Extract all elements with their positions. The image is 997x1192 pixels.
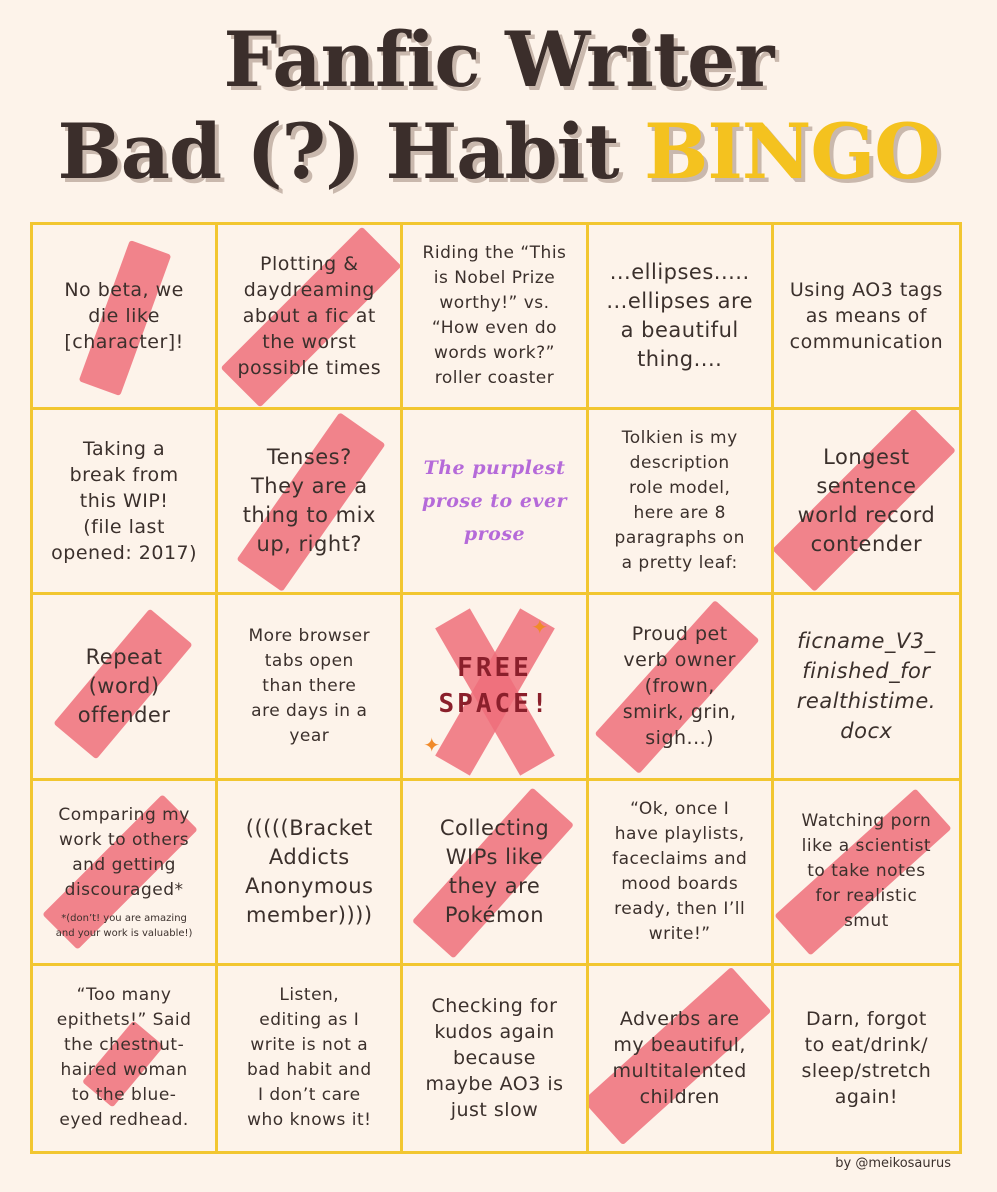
cell-text: “Ok, once I have playlists, faceclaims and mood boards ready, then I’ll write!” [612,798,748,944]
bingo-cell-1-5[interactable] [774,225,959,410]
cell-text: More browser tabs open than there are days in a year [248,625,371,746]
cell-text: Tenses? They are a thing to mix up, right? [242,445,376,557]
title-line-2 [0,106,997,198]
cell-text: The purplest prose to ever prose [421,456,568,545]
bingo-cell-5-1[interactable] [33,966,218,1151]
cell-text: Adverbs are my beautiful, multitalented children [612,1008,747,1109]
bingo-cell-3-5[interactable] [774,595,959,780]
cell-text: (((((Bracket Addicts Anonymous member)))) [245,815,374,927]
bingo-cell-1-4[interactable] [589,225,774,410]
cell-text: Longest sentence world record contender [797,445,936,557]
cell-text: Checking for kudos again because maybe AO3 is just slow [425,995,564,1122]
bingo-cell-4-1[interactable] [33,781,218,966]
bingo-grid [30,222,962,1154]
cell-text: Repeat (word) offender [77,644,171,727]
bingo-cell-5-2[interactable] [218,966,403,1151]
cell-text: No beta, we die like [character]! [64,279,184,354]
cell-text: Darn, forgot to eat/drink/ sleep/stretch again! [801,1008,932,1109]
bingo-cell-5-4[interactable] [589,966,774,1151]
bingo-cell-4-4[interactable] [589,781,774,966]
title-line-2-prefix: Bad (?) Habit [57,107,645,196]
bingo-cell-2-2[interactable] [218,410,403,595]
cell-text: ...ellipses..... ...ellipses are a beautiful thing.... [606,260,754,372]
bingo-cell-3-1[interactable] [33,595,218,780]
cell-text: Comparing my work to others and getting discouraged* [58,804,190,900]
cell-footnote: *(don’t! you are amazing and your work is valuable!) [55,912,193,939]
cell-text: Using AO3 tags as means of communication [789,279,944,354]
bingo-cell-1-2[interactable] [218,225,403,410]
bingo-cell-1-3[interactable] [403,225,588,410]
cell-text: “Too many epithets!” Said the chestnut- haired woman to the blue- eyed redhead. [56,985,192,1131]
bingo-cell-2-4[interactable] [589,410,774,595]
cell-text: Watching porn like a scientist to take notes for realistic smut [801,811,932,932]
title-line-1: Fanfic Writer [223,15,774,104]
sparkle-icon: ✦ [531,615,549,640]
sparkle-icon: ✦ [423,733,441,758]
bingo-cell-4-2[interactable] [218,781,403,966]
cell-text: Taking a break from this WIP! (file last opened: 2017) [51,438,198,565]
cell-text: Tolkien is my description role model, here are 8 paragraphs on a pretty leaf: [614,428,745,574]
bingo-cell-5-5[interactable] [774,966,959,1151]
bingo-cell-1-1[interactable] [33,225,218,410]
free-space-label: FREE SPACE! [438,653,551,720]
cell-text: Listen, editing as I write is not a bad habit and I don’t care who knows it! [246,985,372,1131]
cell-text: Proud pet verb owner (frown, smirk, grin, sigh...) [622,623,737,750]
cell-content [48,803,199,941]
bingo-cell-5-3[interactable] [403,966,588,1151]
bingo-cell-3-3-free-space[interactable] [403,595,588,780]
bingo-cell-3-4[interactable] [589,595,774,780]
bingo-cell-2-5[interactable] [774,410,959,595]
bingo-cell-4-3[interactable] [403,781,588,966]
author-credit: by @meikosaurus [835,1156,951,1171]
page-title [0,14,997,198]
cell-text: ficname_V3_ finished_for realthistime. docx [796,629,936,744]
cell-text: Plotting & daydreaming about a fic at the worst possible times [237,253,382,380]
bingo-cell-4-5[interactable] [774,781,959,966]
bingo-cell-2-1[interactable] [33,410,218,595]
cell-text: Collecting WIPs like they are Pokémon [439,815,550,927]
title-bingo: BINGO [644,107,940,196]
bingo-cell-3-2[interactable] [218,595,403,780]
bingo-cell-2-3[interactable] [403,410,588,595]
cell-text: Riding the “This is Nobel Prize worthy!” vs. “How even do words work?” roller coaster [422,243,567,389]
